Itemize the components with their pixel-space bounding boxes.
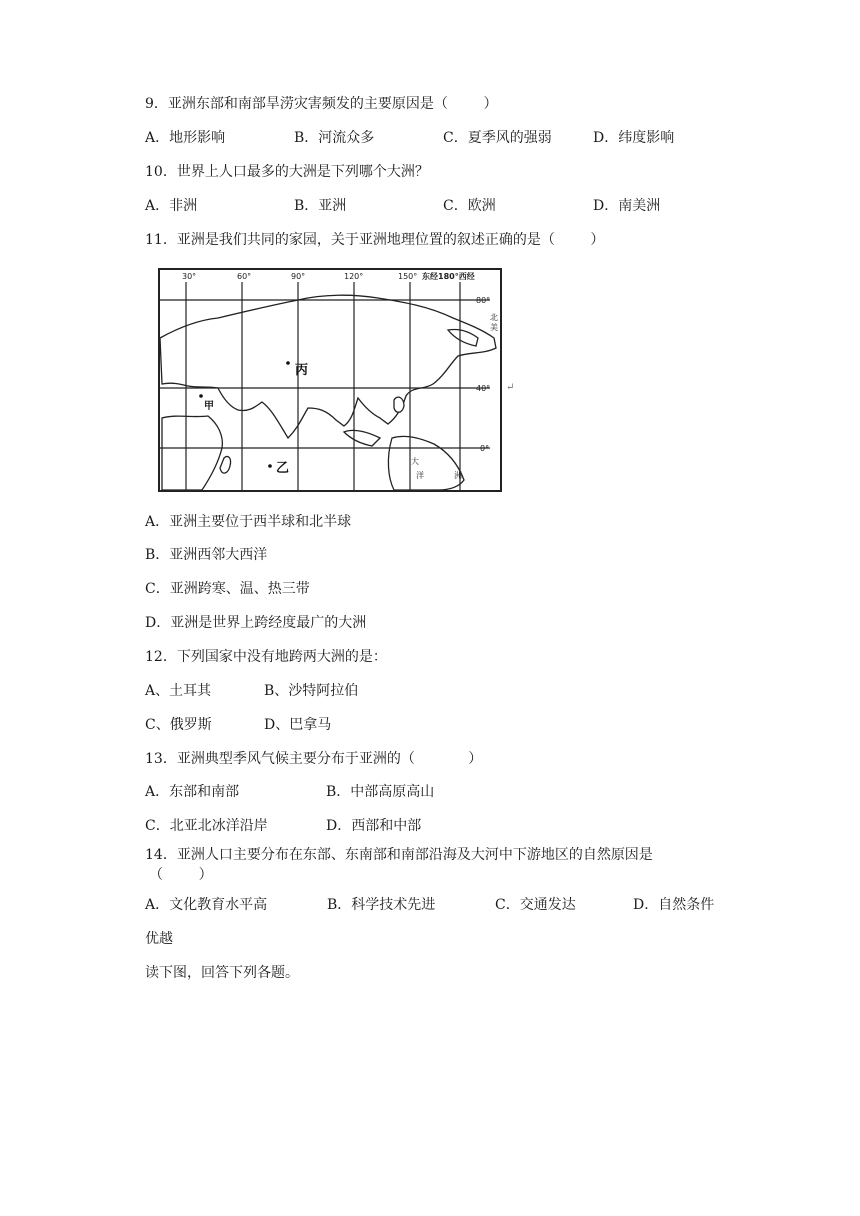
return-mark: ↵ (506, 382, 515, 393)
date-line-label: 东经180°西经 (422, 272, 475, 281)
q13-stem: 13．亚洲典型季风气候主要分布于亚洲的（ ） (145, 751, 483, 767)
asia-map (158, 268, 502, 492)
q13-option-d: D．西部和中部 (326, 818, 422, 834)
q9-option-a: A．地形影响 (145, 130, 226, 146)
ocean-char-da: 大 (411, 457, 419, 466)
q9-stem: 9．亚洲东部和南部旱涝灾害频发的主要原因是（ ） (145, 96, 498, 112)
q14-option-d-wrap: 优越 (145, 931, 173, 947)
q12-option-b: B、沙特阿拉伯 (264, 683, 359, 699)
q10-option-b: B．亚洲 (294, 198, 347, 214)
point-bing (286, 361, 290, 365)
q11-option-c: C．亚洲跨寒、温、热三带 (145, 581, 310, 597)
lon-label-90: 90° (291, 272, 306, 281)
q11-option-a: A．亚洲主要位于西半球和北半球 (145, 514, 352, 530)
q13-option-b: B．中部高原高山 (326, 784, 435, 800)
q9-option-c: C．夏季风的强弱 (443, 130, 552, 146)
q9-option-b: B．河流众多 (294, 130, 375, 146)
label-bing: 丙 (295, 363, 309, 378)
lon-label-150: 150° (398, 272, 418, 281)
label-yi: 乙 (276, 461, 290, 476)
q11-option-b: B．亚洲西邻大西洋 (145, 547, 268, 563)
q14-option-b: B．科学技术先进 (327, 897, 436, 913)
point-jia (199, 394, 203, 398)
label-jia: 甲 (204, 401, 214, 412)
q14-option-c: C．交通发达 (495, 897, 576, 913)
q10-option-a: A．非洲 (145, 198, 198, 214)
q12-stem: 12．下列国家中没有地跨两大洲的是： (145, 649, 387, 665)
lon-label-30: 30° (182, 272, 197, 281)
ocean-char-yang: 洋 (416, 471, 424, 480)
asia-map-svg (158, 268, 502, 492)
q14-stem-cont: （ ） (149, 867, 213, 883)
side-char-mei: 美 (490, 323, 498, 332)
q10-option-d: D．南美洲 (593, 198, 661, 214)
q10-stem: 10．世界上人口最多的大洲是下列哪个大洲？ (145, 164, 429, 180)
lon-label-120: 120° (344, 272, 364, 281)
lat-label-0: 0° (480, 444, 490, 453)
point-yi (268, 464, 272, 468)
q9-option-d: D．纬度影响 (593, 130, 675, 146)
q11-stem: 11．亚洲是我们共同的家园，关于亚洲地理位置的叙述正确的是（ ） (145, 232, 605, 248)
q13-option-a: A．东部和南部 (145, 784, 240, 800)
q12-option-c: C、俄罗斯 (145, 717, 212, 733)
lat-label-80: 80° (476, 296, 491, 305)
q14-stem: 14．亚洲人口主要分布在东部、东南部和南部沿海及大河中下游地区的自然原因是 (145, 847, 653, 863)
q13-option-c: C．北亚北冰洋沿岸 (145, 818, 268, 834)
side-char-bei: 北 (490, 313, 498, 322)
lat-label-40: 40° (476, 384, 491, 393)
q12-option-d: D、巴拿马 (264, 717, 332, 733)
q12-option-a: A、土耳其 (145, 683, 212, 699)
instruction-text: 读下图，回答下列各题。 (145, 965, 299, 981)
q11-option-d: D．亚洲是世界上跨经度最广的大洲 (145, 615, 367, 631)
lon-label-60: 60° (237, 272, 252, 281)
q10-option-c: C．欧洲 (443, 198, 496, 214)
q14-option-a: A．文化教育水平高 (145, 897, 268, 913)
ocean-char-zhou: 洲 (454, 471, 462, 480)
q14-option-d: D．自然条件 (633, 897, 715, 913)
